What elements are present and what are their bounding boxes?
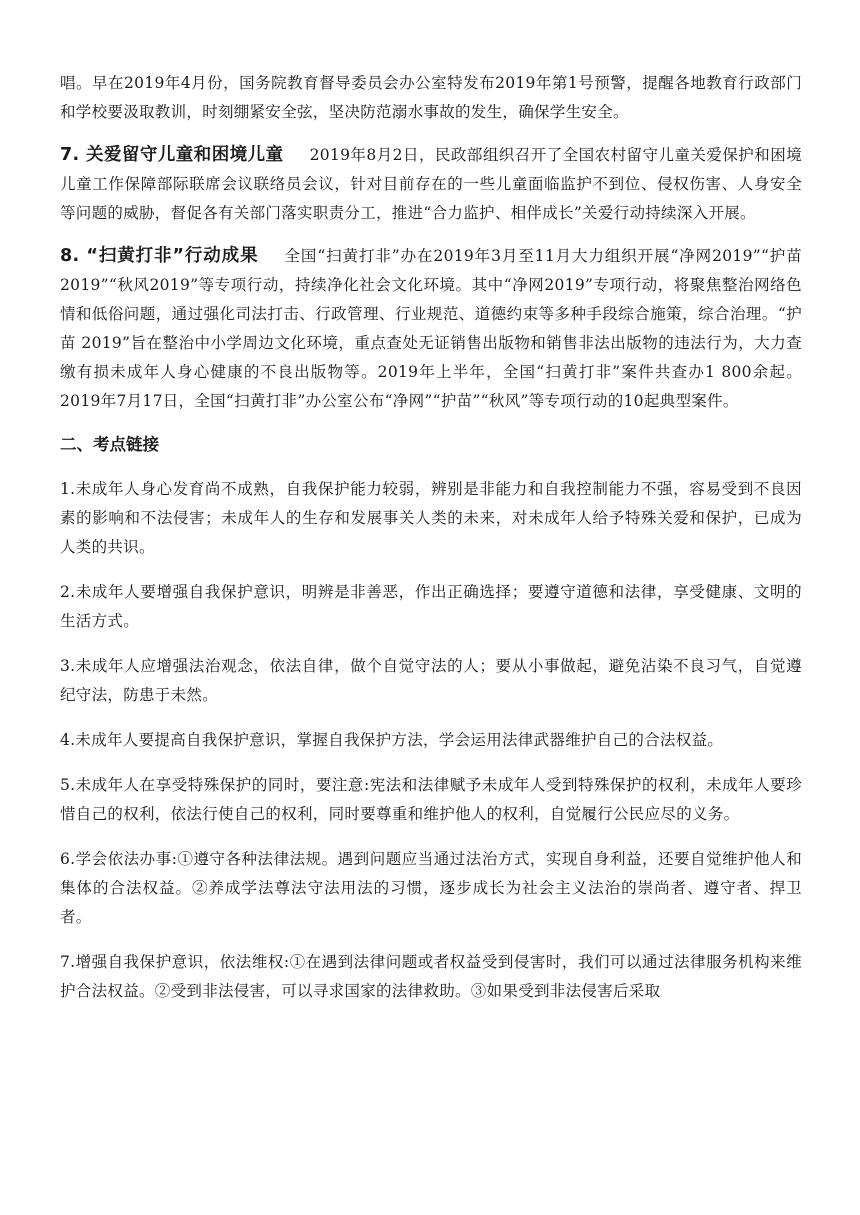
intro-paragraph: 唱。早在2019年4月份，国务院教育督导委员会办公室特发布2019年第1号预警，提醒各地教育行政部门和学校要汲取教训，时刻绷紧安全弦，坚决防范溺水事故的发生，确保学生安全。 xyxy=(60,74,802,121)
key-point-1: 1.未成年人身心发育尚不成熟，自我保护能力较弱，辨别是非能力和自我控制能力不强，容易受到不良因素的影响和不法侵害；未成年人的生存和发展事关人类的未来，对未成年人给予特殊关爱和保护，已成为人类的共识。 xyxy=(60,480,802,556)
section-7-body: 2019年8月2日，民政部组织召开了全国农村留守儿童关爱保护和困境儿童工作保障部际联席会议联络员会议，针对目前存在的一些儿童面临监护不到位、侵权伤害、人身安全等问题的威胁，督促各有关部门落实职责分工，推进“合力监护、相伴成长”关爱行动持续深入开展。 xyxy=(60,146,802,222)
section-8-title: 8. “扫黄打非”行动成果 xyxy=(60,246,259,266)
key-point-7: 7.增强自我保护意识，依法维权:①在遇到法律问题或者权益受到侵害时，我们可以通过法律服务机构来维护合法权益。②受到非法侵害，可以寻求国家的法律救助。③如果受到非法侵害后采取 xyxy=(60,953,802,1000)
section-7-paragraph xyxy=(60,141,802,228)
key-point-3: 3.未成年人应增强法治观念，依法自律，做个自觉守法的人；要从小事做起，避免沾染不良习气，自觉遵纪守法，防患于未然。 xyxy=(60,657,802,704)
document-page xyxy=(60,69,802,1022)
key-point-6: 6.学会依法办事:①遵守各种法律法规。遇到问题应当通过法治方式，实现自身利益，还要自觉维护他人和集体的合法权益。②养成学法尊法守法用法的习惯，逐步成长为社会主义法治的崇尚者、遵守者、捍卫者。 xyxy=(60,850,802,926)
section-7-title: 7. 关爱留守儿童和困境儿童 xyxy=(60,145,284,165)
key-point-5: 5.未成年人在享受特殊保护的同时，要注意:宪法和法律赋予未成年人受到特殊保护的权利，未成年人要珍惜自己的权利，依法行使自己的权利，同时要尊重和维护他人的权利，自觉履行公民应尽的义务。 xyxy=(60,776,802,823)
heading-key-points: 二、考点链接 xyxy=(60,435,159,454)
key-point-4: 4.未成年人要提高自我保护意识，掌握自我保护方法，学会运用法律武器维护自己的合法权益。 xyxy=(60,731,724,749)
section-8-body: 全国“扫黄打非”办在2019年3月至11月大力组织开展“净网2019”“护苗2019”“秋风2019”等专项行动，持续净化社会文化环境。其中“净网2019”专项行动，将聚焦整治网络色情和低俗问题，通过强化司法打击、行政管理、行业规范、道德约束等多种手段综合施策，综合治理。“护苗 2019”旨在整治中小学周边文化环境，重点查处无证销售出版物和销售非法出版物的违法行为，大力查缴有损未成年人身心健康的不良出版物等。2019年上半年，全国“扫黄打非”案件共查办1 800余起。2019年7月17日，全国“扫黄打非”办公室公布“净网”“护苗”“秋风”等专项行动的10起典型案件。 xyxy=(60,247,802,410)
section-8-paragraph xyxy=(60,242,802,416)
key-point-2: 2.未成年人要增强自我保护意识，明辨是非善恶，作出正确选择；要遵守道德和法律，享受健康、文明的生活方式。 xyxy=(60,583,802,630)
